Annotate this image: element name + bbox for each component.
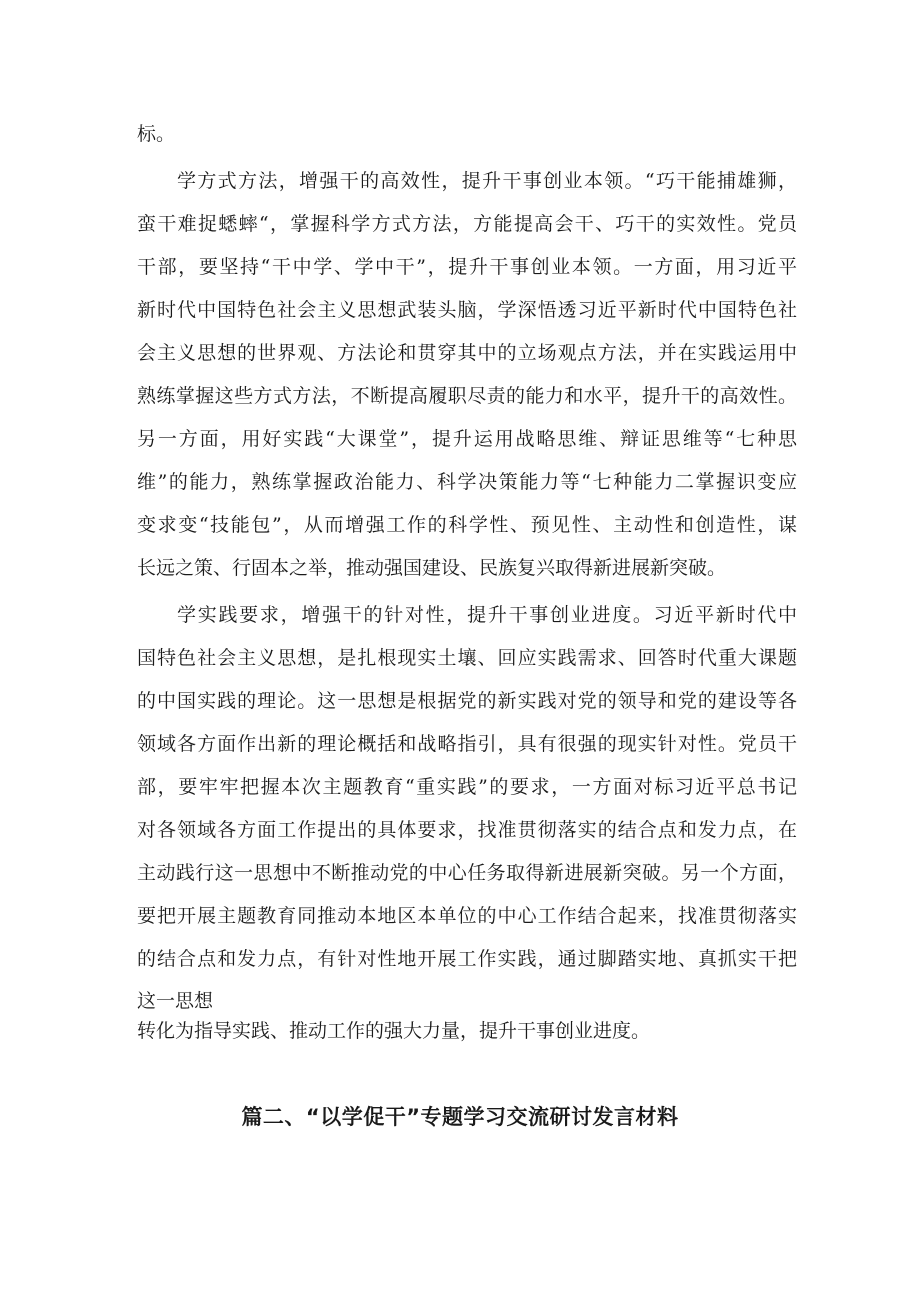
paragraph-1-line-9: 变求变“技能包”，从而增强工作的科学性、预见性、主动性和创造性，谋 [137,514,797,536]
paragraph-2-line-8: 要把开展主题教育同推动本地区本单位的中心工作结合起来，找准贯彻落实 [137,905,797,927]
paragraph-2-line-11: 转化为指导实践、推动工作的强大力量，提升干事创业进度。 [137,1020,651,1042]
paragraph-1-line-6: 熟练掌握这些方式方法，不断提高履职尽责的能力和水平，提升干的高效性。 [137,385,797,407]
paragraph-1-line-8: 维”的能力，熟练掌握政治能力、科学决策能力等“七种能力二掌握识变应 [137,471,797,493]
paragraph-1-line-2: 蛮干难捉蟋蟀“，掌握科学方式方法，方能提高会干、巧干的实效性。党员 [137,213,797,235]
paragraph-2-line-4: 领域各方面作出新的理论概括和战略指引，具有很强的现实针对性。党员干 [137,733,797,755]
paragraph-1-line-3: 干部，要坚持“干中学、学中干”，提升干事创业本领。一方面，用习近平 [137,256,797,278]
text-line-1: 标。 [137,123,176,145]
paragraph-2-line-7: 主动践行这一思想中不断推动党的中心任务取得新进展新突破。另一个方面， [137,862,797,884]
paragraph-1-line-1: 学方式方法，增强干的高效性，提升干事创业本领。“巧干能捕雄狮， [177,170,797,192]
paragraph-2-line-9: 的结合点和发力点，有针对性地开展工作实践，通过脚踏实地、真抓实干把 [137,948,797,970]
paragraph-1-line-10: 长远之策、行固本之举，推动强国建设、民族复兴取得新进展新突破。 [137,557,727,579]
paragraph-2-line-2: 国特色社会主义思想，是扎根现实土壤、回应实践需求、回答时代重大课题 [137,647,797,669]
paragraph-2-line-6: 对各领域各方面工作提出的具体要求，找准贯彻落实的结合点和发力点，在 [137,819,797,841]
section-heading: 篇二、“以学促干”专题学习交流研讨发言材料 [241,1105,679,1129]
paragraph-2-line-5: 部，要牢牢把握本次主题教育“重实践”的要求，一方面对标习近平总书记 [137,776,797,798]
paragraph-1-line-5: 会主义思想的世界观、方法论和贯穿其中的立场观点方法，并在实践运用中 [137,342,797,364]
paragraph-2-line-1: 学实践要求，增强干的针对性，提升干事创业进度。习近平新时代中 [177,604,797,626]
paragraph-2-line-10: 这一思想 [137,990,214,1012]
paragraph-1-line-4: 新时代中国特色社会主义思想武装头脑，学深悟透习近平新时代中国特色社 [137,299,797,321]
paragraph-1-line-7: 另一方面，用好实践“大课堂”，提升运用战略思维、辩证思维等“七种思 [137,428,797,450]
paragraph-2-line-3: 的中国实践的理论。这一思想是根据党的新实践对党的领导和党的建设等各 [137,690,797,712]
